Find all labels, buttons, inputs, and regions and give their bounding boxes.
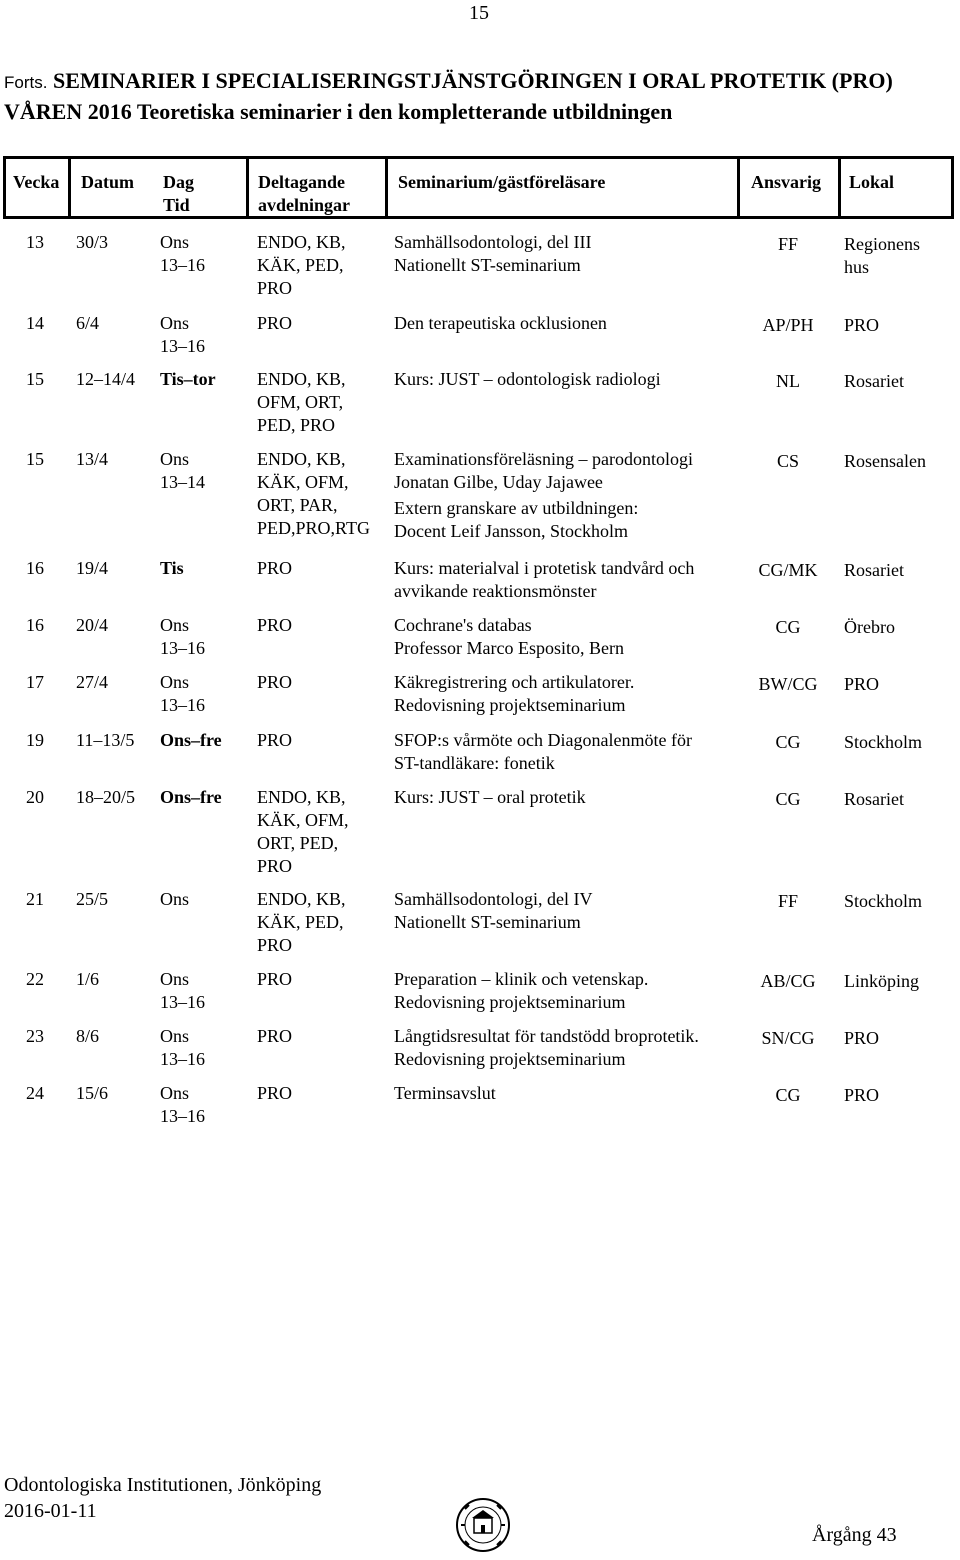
cell-vecka: 17 [26,672,44,692]
cell-datum: 8/6 [76,1026,100,1046]
title-prefix: Forts. [4,73,48,92]
cell-seminarium: Preparation – klinik och vetenskap. Redovisning projektseminarium [394,969,649,1012]
cell-datum: 15/6 [76,1083,109,1103]
cell-avdelningar: PRO [257,672,293,692]
footer-year: Årgång 43 [812,1524,897,1546]
cell-vecka: 24 [26,1083,44,1103]
cell-lokal: Rosensalen [844,451,926,471]
header-ansvarig: Ansvarig [751,172,822,192]
cell-vecka: 19 [26,730,44,750]
cell-avdelningar: PRO [257,1083,293,1103]
cell-seminarium: Kurs: JUST – odontologisk radiologi [394,369,661,389]
title-line-2: VÅREN 2016 Teoretiska seminarier i den kompletterande utbildningen [4,99,673,124]
cell-dag-tid: Ons 13–14 [160,449,205,492]
cell-seminarium-extra: Extern granskare av utbildningen: Docent Leif Jansson, Stockholm [394,498,639,541]
cell-vecka: 16 [26,558,44,578]
column-divider [246,159,249,216]
cell-seminarium: Käkregistrering och artikulatorer. Redovisning projektseminarium [394,672,635,715]
cell-avdelningar: ENDO, KB, KÄK, PED, PRO [257,889,346,955]
cell-dag-tid: Ons–fre [160,787,222,807]
cell-datum: 25/5 [76,889,109,909]
cell-lokal: Rosariet [844,789,904,809]
cell-lokal: Stockholm [844,732,923,752]
cell-ansvarig: CG [775,1085,801,1105]
cell-vecka: 21 [26,889,44,909]
cell-dag-tid: Ons [160,889,190,909]
cell-seminarium: Samhällsodontologi, del III Nationellt ST-seminarium [394,232,592,275]
cell-ansvarig: FF [777,891,799,911]
column-divider [838,159,841,216]
cell-avdelningar: PRO [257,730,293,750]
footer-date: 2016-01-11 [4,1500,97,1522]
cell-ansvarig: NL [776,371,800,391]
cell-seminarium: Kurs: materialval i protetisk tandvård och avvikande reaktionsmönster [394,558,695,601]
cell-ansvarig: AP/PH [762,315,814,335]
cell-avdelningar: ENDO, KB, KÄK, OFM, ORT, PAR, PED,PRO,RTG [257,449,370,538]
cell-seminarium: Den terapeutiska ocklusionen [394,313,607,333]
cell-datum: 6/4 [76,313,100,333]
cell-lokal: PRO [844,315,880,335]
cell-lokal: PRO [844,674,880,694]
header-vecka: Vecka [13,172,60,192]
cell-vecka: 13 [26,232,44,252]
cell-dag-tid: Tis–tor [160,369,216,389]
cell-lokal: PRO [844,1028,880,1048]
document-title [4,66,893,126]
cell-vecka: 15 [26,369,44,389]
cell-datum: 19/4 [76,558,109,578]
cell-ansvarig: AB/CG [760,971,816,991]
cell-dag-tid: Ons 13–16 [160,232,205,275]
cell-datum: 1/6 [76,969,100,989]
cell-ansvarig: CG [775,617,801,637]
cell-avdelningar: ENDO, KB, KÄK, OFM, ORT, PED, PRO [257,787,349,876]
header-lokal: Lokal [849,172,895,192]
cell-lokal: PRO [844,1085,880,1105]
cell-dag-tid: Ons–fre [160,730,222,750]
cell-avdelningar: PRO [257,615,293,635]
cell-datum: 30/3 [76,232,109,252]
cell-datum: 27/4 [76,672,109,692]
university-seal-icon [455,1497,511,1553]
cell-seminarium: SFOP:s vårmöte och Diagonalenmöte för ST-tandläkare: fonetik [394,730,692,773]
cell-lokal: Örebro [844,617,895,637]
title-line-1: SEMINARIER I SPECIALISERINGSTJÄNSTGÖRINGEN I ORAL PROTETIK (PRO) [52,68,893,93]
header-deltagande: Deltagande avdelningar [258,172,351,215]
cell-dag-tid: Ons 13–16 [160,1083,205,1126]
cell-vecka: 23 [26,1026,44,1046]
cell-ansvarig: FF [777,234,799,254]
cell-avdelningar: PRO [257,1026,293,1046]
cell-vecka: 14 [26,313,44,333]
cell-ansvarig: CS [776,451,800,471]
cell-avdelningar: ENDO, KB, OFM, ORT, PED, PRO [257,369,346,435]
cell-avdelningar: PRO [257,558,293,578]
cell-seminarium: Terminsavslut [394,1083,496,1103]
cell-dag-tid: Ons 13–16 [160,1026,205,1069]
cell-seminarium: Cochrane's databas Professor Marco Esposito, Bern [394,615,624,658]
cell-datum: 12–14/4 [76,369,136,389]
cell-seminarium: Kurs: JUST – oral protetik [394,787,586,807]
cell-dag-tid: Ons 13–16 [160,672,205,715]
cell-lokal: Regionens hus [844,234,920,277]
column-divider [68,159,71,216]
cell-ansvarig: SN/CG [761,1028,815,1048]
cell-dag-tid: Ons 13–16 [160,313,205,356]
cell-seminarium: Samhällsodontologi, del IV Nationellt ST-seminarium [394,889,593,932]
cell-dag-tid: Ons 13–16 [160,615,205,658]
cell-avdelningar: PRO [257,313,293,333]
cell-ansvarig: CG [775,789,801,809]
cell-vecka: 20 [26,787,44,807]
cell-lokal: Rosariet [844,560,904,580]
cell-datum: 18–20/5 [76,787,136,807]
cell-vecka: 22 [26,969,44,989]
cell-lokal: Stockholm [844,891,923,911]
cell-ansvarig: BW/CG [758,674,818,694]
cell-seminarium: Examinationsföreläsning – parodontologi Jonatan Gilbe, Uday Jajawee [394,449,693,492]
header-dag-tid: Dag Tid [163,172,194,215]
page-number: 15 [469,2,489,24]
cell-avdelningar: PRO [257,969,293,989]
cell-lokal: Linköping [844,971,919,991]
header-seminarium: Seminarium/gästföreläsare [398,172,606,192]
cell-dag-tid: Ons 13–16 [160,969,205,1012]
cell-datum: 20/4 [76,615,109,635]
column-divider [737,159,740,216]
cell-lokal: Rosariet [844,371,904,391]
cell-avdelningar: ENDO, KB, KÄK, PED, PRO [257,232,346,298]
column-divider [385,159,388,216]
header-datum: Datum [81,172,134,192]
cell-dag-tid: Tis [160,558,184,578]
cell-datum: 11–13/5 [76,730,135,750]
cell-seminarium: Långtidsresultat för tandstödd broprotetik. Redovisning projektseminarium [394,1026,699,1069]
table-header [3,156,954,219]
footer-institution: Odontologiska Institutionen, Jönköping [4,1474,322,1496]
cell-vecka: 16 [26,615,44,635]
cell-datum: 13/4 [76,449,109,469]
cell-ansvarig: CG [775,732,801,752]
cell-vecka: 15 [26,449,44,469]
cell-ansvarig: CG/MK [758,560,818,580]
